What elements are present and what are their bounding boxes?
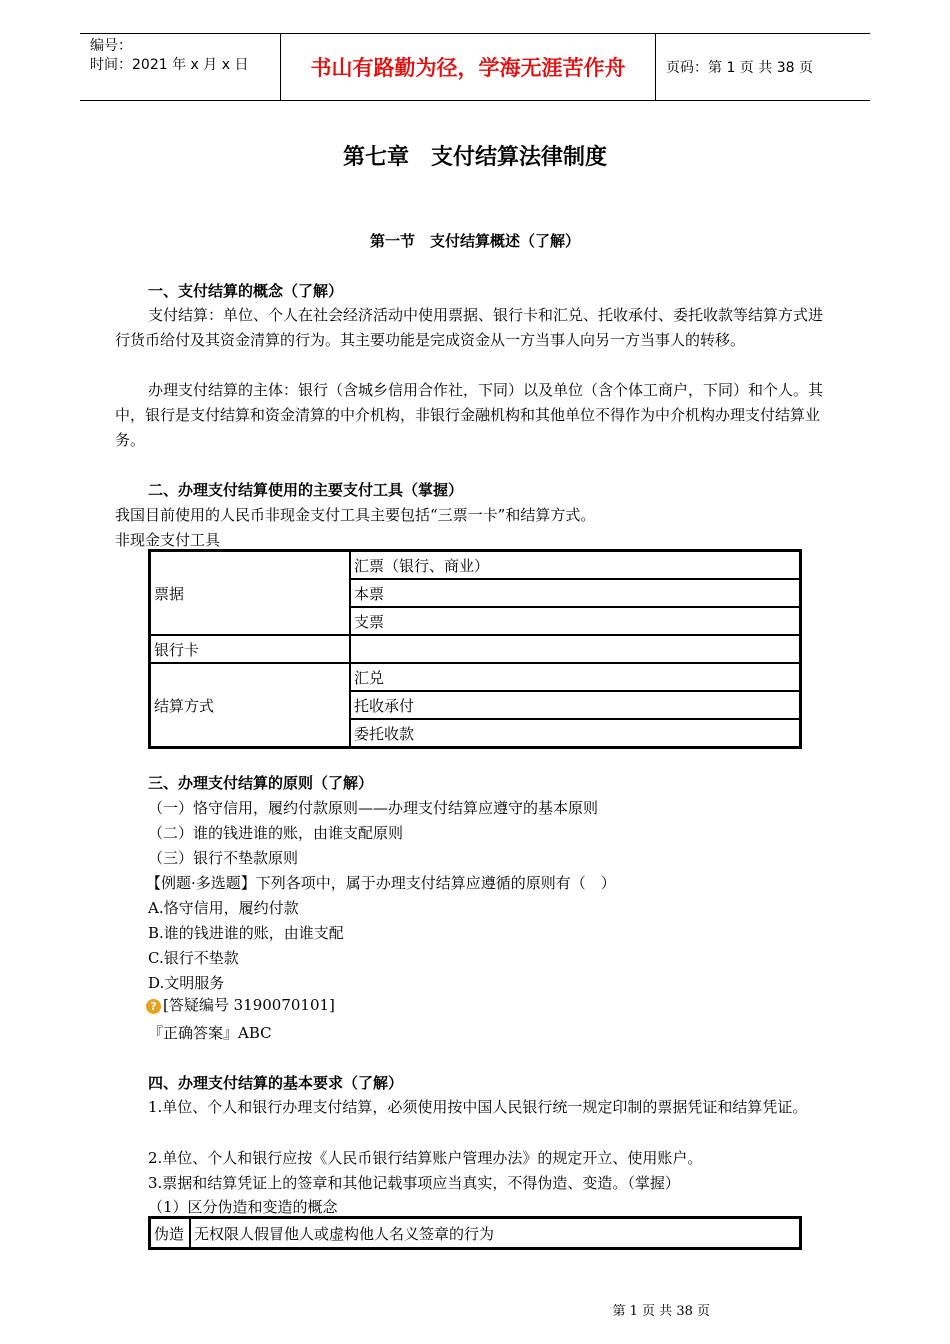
question-icon[interactable]: ? — [146, 999, 161, 1014]
chapter-title: 第七章 支付结算法律制度 — [342, 145, 607, 170]
table-cell-group: 银行卡 — [150, 635, 350, 663]
s4-paragraph-1: 1.单位、个人和银行办理支付结算，必须使用按中国人民银行统一规定印制的票据凭证和结算凭证。 — [148, 1098, 808, 1116]
forgery-table — [148, 1216, 802, 1250]
s1-paragraph-2: 办理支付结算的主体：银行（含城乡信用合作社，下同）以及单位（含个体工商户，下同）和个人。其中，银行是支付结算和资金清算的中介机构，非银行金融机构和其他单位不得作为中介机构办理支付结算业务。 — [115, 381, 824, 449]
table-cell: 支票 — [350, 607, 800, 635]
s2-intro: 我国目前使用的人民币非现金支付工具主要包括“三票一卡”和结算方式。 — [115, 506, 596, 524]
table-cell-group: 票据 — [150, 551, 350, 635]
s3-question: 【例题·多选题】下列各项中，属于办理支付结算应遵循的原则有（ ） — [146, 874, 616, 892]
table-cell: 汇票（银行、商业） — [350, 551, 800, 579]
s3-option-a: A.恪守信用，履约付款 — [148, 899, 299, 917]
table-cell: 无权限人假冒他人或虚构他人名义签章的行为 — [190, 1218, 800, 1248]
s3-option-c: C.银行不垫款 — [148, 949, 239, 967]
header-meta — [80, 33, 281, 101]
s3-item-2: （二）谁的钱进谁的账，由谁支配原则 — [148, 824, 404, 842]
payment-tools-table — [148, 549, 802, 749]
s1-paragraph-1: 支付结算：单位、个人在社会经济活动中使用票据、银行卡和汇兑、托收承付、委托收款等结算方式进行货币给付及其资金清算的行为。其主要功能是完成资金从一方当事人向另一方当事人的转移。 — [115, 306, 824, 349]
s4-sub: （1）区分伪造和变造的概念 — [148, 1198, 338, 1216]
s3-option-b: B.谁的钱进谁的账，由谁支配 — [148, 924, 344, 942]
table-cell: 委托收款 — [350, 719, 800, 747]
s4-paragraph-3: 3.票据和结算凭证上的签章和其他记载事项应当真实，不得伪造、变造。（掌握） — [148, 1174, 680, 1192]
page-footer: 第 1 页 共 38 页 — [612, 1304, 710, 1319]
s2-heading: 二、办理支付结算使用的主要支付工具（掌握） — [148, 481, 464, 499]
table-cell: 汇兑 — [350, 663, 800, 691]
table-cell-label: 伪造 — [150, 1218, 190, 1248]
s3-heading: 三、办理支付结算的原则（了解） — [148, 774, 374, 792]
header-motto: 书山有路勤为径，学海无涯苦作舟 — [281, 33, 656, 101]
s3-option-d: D.文明服务 — [148, 974, 225, 992]
table-cell: 本票 — [350, 579, 800, 607]
code-label: 编号： — [90, 38, 132, 54]
s4-paragraph-2: 2.单位、个人和银行应按《人民币银行结算账户管理办法》的规定开立、使用账户。 — [148, 1149, 703, 1167]
table-cell-empty — [350, 635, 800, 663]
time-label: 时间：2021 年 x 月 x 日 — [90, 57, 249, 73]
s3-item-3: （三）银行不垫款原则 — [148, 849, 299, 867]
s4-heading: 四、办理支付结算的基本要求（了解） — [148, 1074, 404, 1092]
s3-item-1: （一）恪守信用，履约付款原则——办理支付结算应遵守的基本原则 — [148, 799, 599, 817]
s3-qa-row — [146, 994, 335, 1015]
s3-answer: 『正确答案』ABC — [148, 1024, 272, 1042]
s2-table-caption: 非现金支付工具 — [115, 531, 221, 549]
s1-heading: 一、支付结算的概念（了解） — [148, 282, 344, 300]
header-page-info: 页码：第 1 页 共 38 页 — [666, 60, 813, 76]
section-title: 第一节 支付结算概述（了解） — [369, 232, 580, 250]
table-cell-group: 结算方式 — [150, 663, 350, 747]
s3-qa-code[interactable]: [答疑编号 3190070101] — [163, 996, 335, 1014]
table-cell: 托收承付 — [350, 691, 800, 719]
